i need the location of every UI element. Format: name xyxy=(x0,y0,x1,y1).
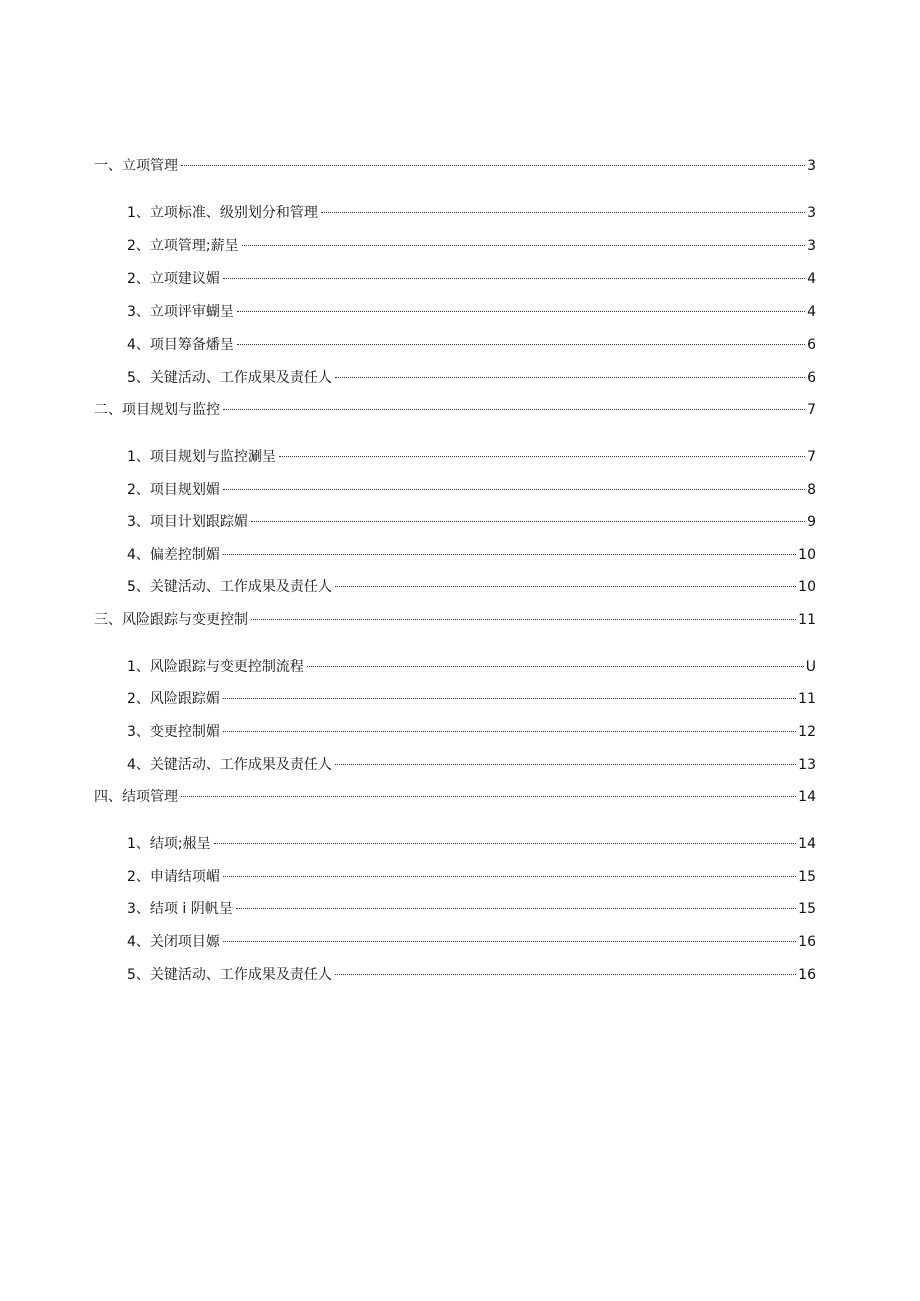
toc-subsection-2-2[interactable] xyxy=(127,480,816,500)
toc-leader xyxy=(251,618,796,620)
toc-label: 三、风险跟踪与变更控制 xyxy=(94,612,248,628)
toc-label: 2、申请结项嵋 xyxy=(127,869,220,885)
toc-leader xyxy=(335,585,796,587)
toc-label: 1、结项;赧呈 xyxy=(127,836,211,852)
toc-leader xyxy=(214,842,797,844)
toc-leader xyxy=(335,376,805,378)
toc-label: 四、结项管理 xyxy=(94,789,178,805)
toc-page-number: 14 xyxy=(798,836,816,852)
toc-subsection-3-4[interactable] xyxy=(127,755,816,775)
toc-label: 4、项目筹备燔呈 xyxy=(127,337,234,353)
toc-page-number: 7 xyxy=(807,449,816,465)
toc-subsection-4-4[interactable] xyxy=(127,932,816,952)
toc-page-number: 10 xyxy=(798,579,816,595)
toc-subsection-2-1[interactable] xyxy=(127,447,816,467)
toc-label: 2、立项管理;薪呈 xyxy=(127,238,239,254)
toc-leader xyxy=(251,520,805,522)
toc-page-number: 11 xyxy=(798,691,816,707)
toc-page-number: 3 xyxy=(807,205,816,221)
toc-subsection-3-2[interactable] xyxy=(127,689,816,709)
toc-page-number: 3 xyxy=(807,158,816,174)
toc-leader xyxy=(223,940,796,942)
toc-subsection-1-3[interactable] xyxy=(127,269,816,289)
toc-label: 2、风险跟踪媚 xyxy=(127,691,220,707)
toc-subsection-4-2[interactable] xyxy=(127,867,816,887)
toc-label: 1、项目规划与监控涮呈 xyxy=(127,449,276,465)
toc-leader xyxy=(223,277,805,279)
toc-label: 4、关键活动、工作成果及责任人 xyxy=(127,757,332,773)
toc-page-number: 8 xyxy=(807,482,816,498)
toc-page-number: 14 xyxy=(798,789,816,805)
toc-section-1[interactable] xyxy=(94,156,816,176)
toc-section-4[interactable] xyxy=(94,787,816,807)
toc-subsection-2-5[interactable] xyxy=(127,577,816,597)
toc-leader xyxy=(307,665,804,667)
toc-label: 5、关键活动、工作成果及责任人 xyxy=(127,967,332,983)
toc-subsection-3-3[interactable] xyxy=(127,722,816,742)
toc-label: 1、风险跟踪与变更控制流程 xyxy=(127,659,304,675)
toc-leader xyxy=(223,697,796,699)
toc-subsection-4-3[interactable] xyxy=(127,899,816,919)
toc-leader xyxy=(237,343,805,345)
toc-page-number: 15 xyxy=(798,901,816,917)
toc-leader xyxy=(223,553,796,555)
toc-label: 5、关键活动、工作成果及责任人 xyxy=(127,370,332,386)
toc-subsection-1-4[interactable] xyxy=(127,302,816,322)
toc-subsection-1-5[interactable] xyxy=(127,335,816,355)
toc-label: 二、项目规划与监控 xyxy=(94,402,220,418)
toc-label: 2、项目规划媚 xyxy=(127,482,220,498)
toc-leader xyxy=(223,408,805,410)
toc-label: 3、结项 i 阴帆呈 xyxy=(127,901,233,917)
toc-subsection-1-2[interactable] xyxy=(127,236,816,256)
toc-leader xyxy=(223,488,805,490)
toc-leader xyxy=(321,211,805,213)
toc-subsection-4-1[interactable] xyxy=(127,834,816,854)
toc-label: 2、立项建议媚 xyxy=(127,271,220,287)
toc-subsection-1-6[interactable] xyxy=(127,368,816,388)
toc-label: 一、立项管理 xyxy=(94,158,178,174)
toc-label: 4、关闭项目嫄 xyxy=(127,934,220,950)
toc-label: 1、立项标准、级别划分和管理 xyxy=(127,205,318,221)
toc-leader xyxy=(279,455,805,457)
toc-leader xyxy=(242,244,805,246)
toc-page-number: 4 xyxy=(807,304,816,320)
toc-page-number: 12 xyxy=(798,724,816,740)
toc-label: 4、偏差控制媚 xyxy=(127,547,220,563)
toc-section-3[interactable] xyxy=(94,610,816,630)
toc-leader xyxy=(223,875,796,877)
toc-label: 5、关键活动、工作成果及责任人 xyxy=(127,579,332,595)
toc-subsection-4-5[interactable] xyxy=(127,965,816,985)
toc-leader xyxy=(335,763,796,765)
toc-leader xyxy=(335,973,796,975)
toc-label: 3、变更控制媚 xyxy=(127,724,220,740)
toc-page-number: 11 xyxy=(798,612,816,628)
toc-leader xyxy=(223,730,796,732)
toc-page-number: 9 xyxy=(807,514,816,530)
toc-subsection-1-1[interactable] xyxy=(127,203,816,223)
toc-subsection-2-3[interactable] xyxy=(127,512,816,532)
toc-page-number: U xyxy=(805,659,816,675)
toc-subsection-2-4[interactable] xyxy=(127,545,816,565)
toc-page-number: 6 xyxy=(807,337,816,353)
toc-page-number: 3 xyxy=(807,238,816,254)
toc-page-number: 4 xyxy=(807,271,816,287)
toc-page-number: 13 xyxy=(798,757,816,773)
toc-subsection-3-1[interactable] xyxy=(127,657,816,677)
toc-page-number: 15 xyxy=(798,869,816,885)
toc-page-number: 6 xyxy=(807,370,816,386)
toc-leader xyxy=(181,164,805,166)
toc-leader xyxy=(237,310,805,312)
toc-label: 3、立项评审蝴呈 xyxy=(127,304,234,320)
toc-page-number: 16 xyxy=(798,934,816,950)
toc-label: 3、项目计划跟踪媚 xyxy=(127,514,248,530)
toc-leader xyxy=(236,907,796,909)
toc-page-number: 16 xyxy=(798,967,816,983)
toc-section-2[interactable] xyxy=(94,400,816,420)
toc-page-number: 10 xyxy=(798,547,816,563)
toc-leader xyxy=(181,795,796,797)
toc-page-number: 7 xyxy=(807,402,816,418)
